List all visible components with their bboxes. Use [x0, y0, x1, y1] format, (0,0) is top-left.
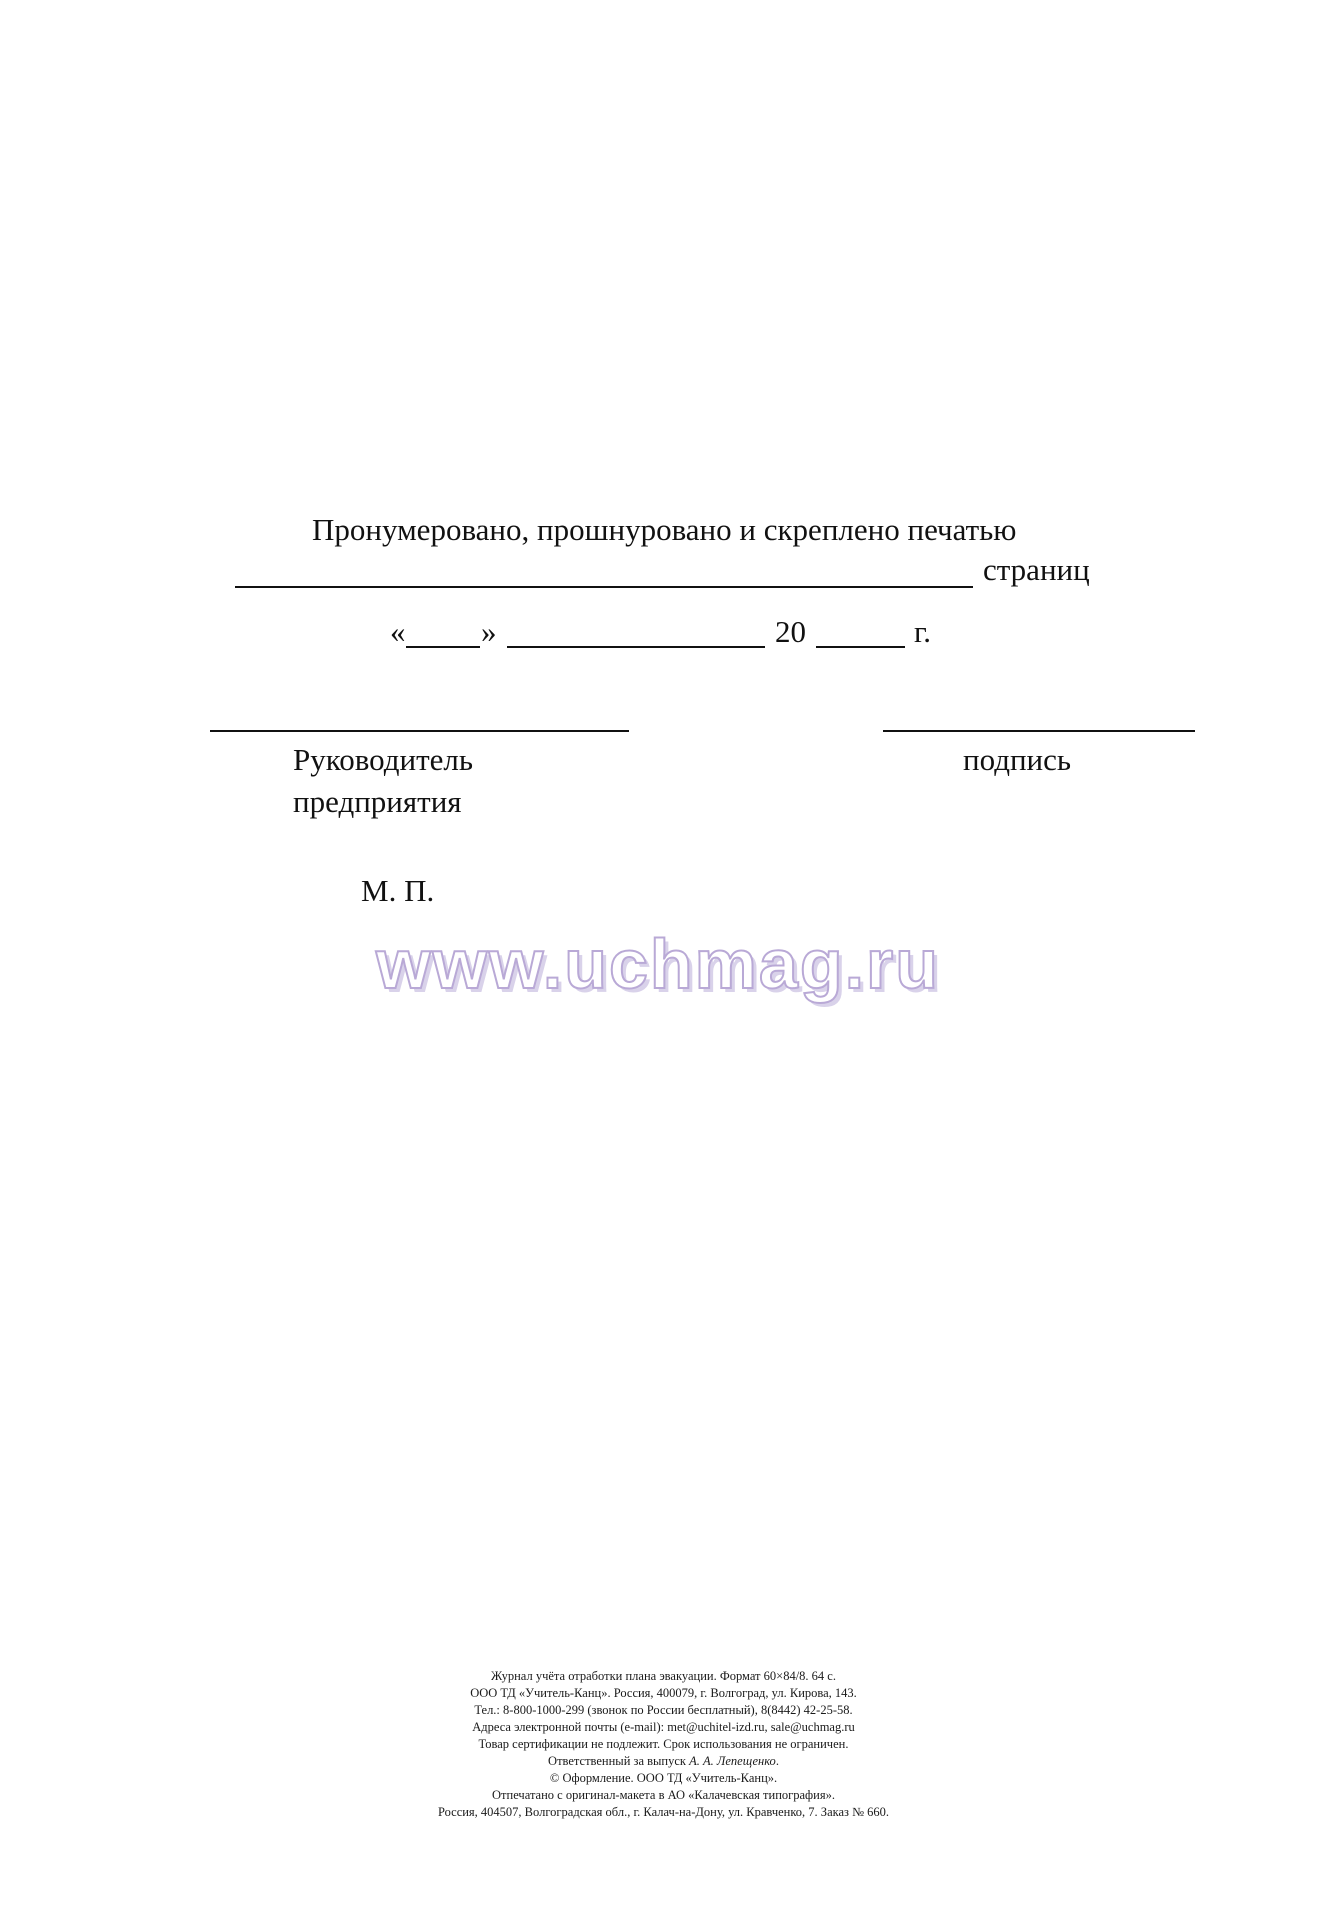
imprint-line: © Оформление. ООО ТД «Учитель-Канц».: [549, 1771, 778, 1785]
stamp-place-label: М. П.: [361, 873, 435, 908]
date-year-suffix: г.: [914, 614, 931, 649]
certification-heading: Пронумеровано, прошнуровано и скреплено печатью: [312, 512, 1017, 547]
imprint-line: Отпечатано с оригинал-макета в АО «Калачевская типография».: [492, 1788, 835, 1802]
manager-label-line1: Руководитель: [293, 742, 474, 777]
responsible-suffix: .: [775, 1754, 779, 1768]
imprint: [0, 1668, 1327, 1821]
date-day-line: [406, 646, 480, 648]
date-quote-open: «: [390, 614, 406, 649]
imprint-line: Тел.: 8-800-1000-299 (звонок по России бесплатный), 8(8442) 42-25-58.: [474, 1703, 853, 1717]
pages-count-line: [235, 586, 973, 588]
date-month-line: [507, 646, 765, 648]
signature-line: [883, 730, 1195, 732]
manager-label-line2: предприятия: [293, 784, 462, 819]
date-year-prefix: 20: [775, 614, 806, 649]
pages-label: страниц: [983, 552, 1090, 587]
date-quote-close: »: [481, 614, 497, 649]
manager-signature-line: [210, 730, 629, 732]
imprint-line: ООО ТД «Учитель-Канц». Россия, 400079, г. Волгоград, ул. Кирова, 143.: [470, 1686, 857, 1700]
imprint-line: Адреса электронной почты (e-mail): met@uchitel-izd.ru, sale@uchmag.ru: [472, 1720, 855, 1734]
imprint-line: Журнал учёта отработки плана эвакуации. Формат 60×84/8. 64 с.: [491, 1669, 836, 1683]
responsible-name: А. А. Лепещенко: [689, 1754, 776, 1768]
watermark: www.uchmag.ru: [376, 925, 941, 1003]
imprint-responsible: [0, 1753, 1327, 1770]
imprint-line: Россия, 404507, Волгоградская обл., г. Калач-на-Дону, ул. Кравченко, 7. Заказ № 660.: [437, 1805, 890, 1819]
imprint-line: Товар сертификации не подлежит. Срок использования не ограничен.: [478, 1737, 849, 1751]
responsible-prefix: Ответственный за выпуск: [548, 1754, 686, 1768]
date-year-line: [816, 646, 905, 648]
signature-label: подпись: [963, 742, 1072, 777]
